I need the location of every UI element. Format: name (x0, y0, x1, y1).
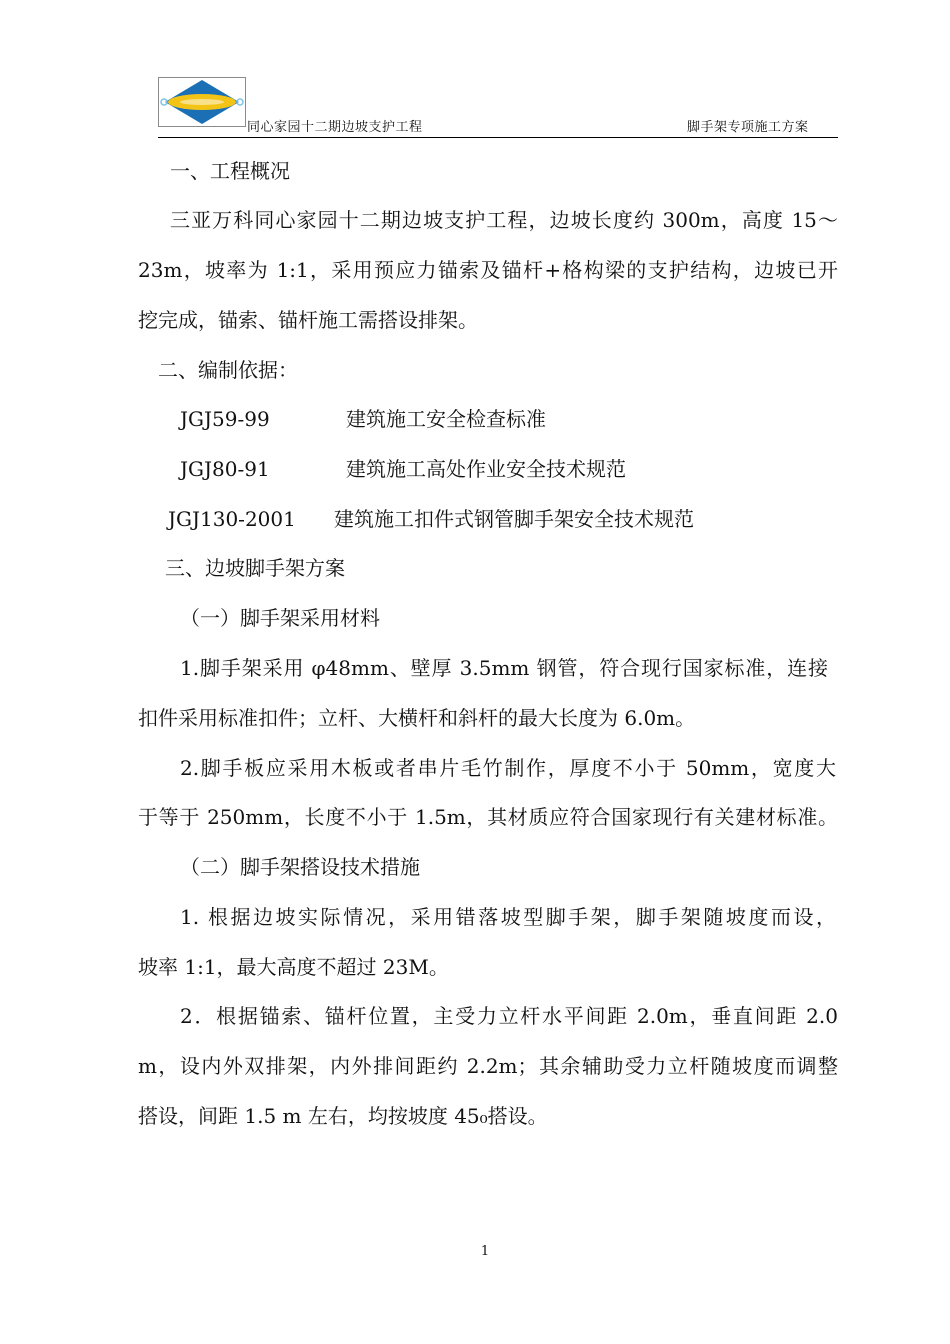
paragraph-line: 坡率 1:1，最大高度不超过 23M。 (138, 955, 449, 979)
logo-diamond-icon (159, 78, 245, 126)
standard-name: 建筑施工安全检查标准 (346, 407, 546, 431)
section-1-paragraph-line: 挖完成，锚索、锚杆施工需搭设排架。 (138, 308, 478, 332)
section-1-heading: 一、工程概况 (170, 159, 290, 183)
standard-code: JGJ59-99 (180, 407, 270, 431)
paragraph-line: 于等于 250mm，长度不小于 1.5m，其材质应符合国家现行有关建材标准。 (138, 805, 838, 829)
section-3-heading: 三、边坡脚手架方案 (165, 556, 345, 580)
page-number: 1 (480, 1244, 490, 1259)
paragraph-line: 2．根据锚索、锚杆位置，主受力立杆水平间距 2.0m，垂直间距 2.0 (180, 1004, 838, 1028)
subsection-heading: （一）脚手架采用材料 (180, 606, 380, 630)
paragraph-line: 搭设，间距 1.5 m 左右，均按坡度 45₀搭设。 (138, 1104, 548, 1128)
standard-code: JGJ130-2001 (168, 507, 296, 531)
company-logo (158, 77, 246, 127)
paragraph-line: 扣件采用标准扣件；立杆、大横杆和斜杆的最大长度为 6.0m。 (138, 706, 696, 730)
section-1-paragraph-line: 23m，坡率为 1:1，采用预应力锚索及锚杆+格构梁的支护结构，边坡已开 (138, 258, 838, 282)
section-2-heading: 二、编制依据： (158, 358, 298, 382)
header-divider (158, 137, 838, 138)
section-1-paragraph-line: 三亚万科同心家园十二期边坡支护工程，边坡长度约 300m，高度 15～ (170, 208, 838, 232)
standard-name: 建筑施工高处作业安全技术规范 (346, 457, 626, 481)
header-document-type: 脚手架专项施工方案 (687, 120, 809, 135)
subsection-heading: （二）脚手架搭设技术措施 (180, 855, 420, 879)
paragraph-line: 1.脚手架采用 φ48mm、壁厚 3.5mm 钢管，符合现行国家标准，连接 (180, 656, 828, 680)
paragraph-line: 1. 根据边坡实际情况，采用错落坡型脚手架，脚手架随坡度而设， (180, 905, 836, 929)
standard-code: JGJ80-91 (180, 457, 270, 481)
paragraph-line: m，设内外双排架，内外排间距约 2.2m；其余辅助受力立杆随坡度而调整 (138, 1054, 838, 1078)
header-project-name: 同心家园十二期边坡支护工程 (247, 120, 423, 135)
paragraph-line: 2.脚手板应采用木板或者串片毛竹制作，厚度不小于 50mm，宽度大 (180, 756, 836, 780)
standard-name: 建筑施工扣件式钢管脚手架安全技术规范 (334, 507, 694, 531)
